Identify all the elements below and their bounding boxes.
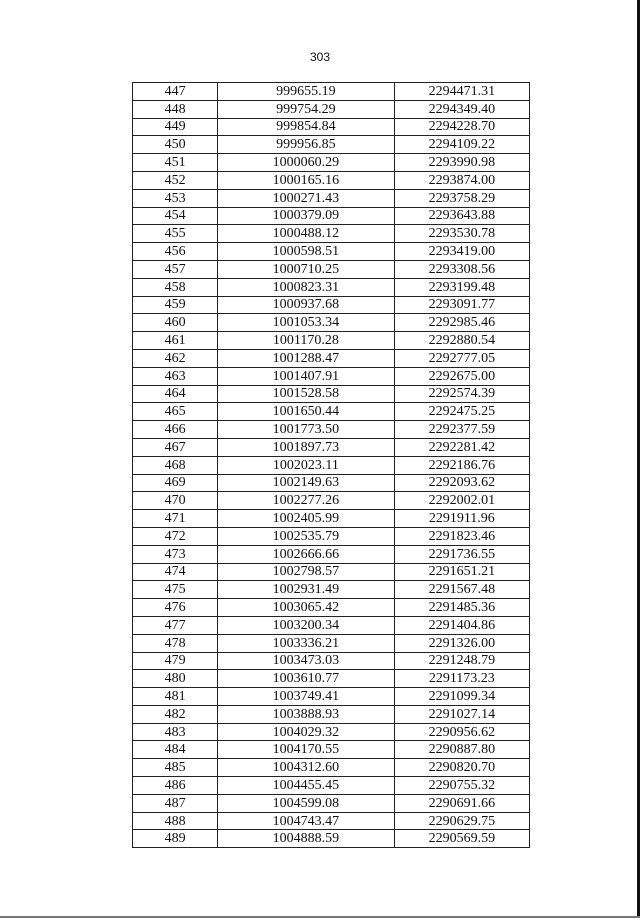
point-number-cell: 451 [133, 154, 218, 172]
x-coordinate-cell: 1001288.47 [218, 349, 394, 367]
x-coordinate-cell: 1003336.21 [218, 634, 394, 652]
x-coordinate-cell: 1003749.41 [218, 688, 394, 706]
x-coordinate-cell: 1001897.73 [218, 438, 394, 456]
table-row [133, 812, 530, 830]
x-coordinate-cell: 1002405.99 [218, 510, 394, 528]
point-number-cell: 467 [133, 438, 218, 456]
point-number-cell: 455 [133, 225, 218, 243]
y-coordinate-cell: 2290569.59 [394, 830, 529, 848]
point-number-cell: 474 [133, 563, 218, 581]
x-coordinate-cell: 1003473.03 [218, 652, 394, 670]
point-number-cell: 476 [133, 599, 218, 617]
point-number-cell: 484 [133, 741, 218, 759]
x-coordinate-cell: 1004312.60 [218, 759, 394, 777]
point-number-cell: 452 [133, 171, 218, 189]
table-row [133, 616, 530, 634]
table-row [133, 118, 530, 136]
x-coordinate-cell: 999754.29 [218, 100, 394, 118]
point-number-cell: 479 [133, 652, 218, 670]
x-coordinate-cell: 1001650.44 [218, 403, 394, 421]
table-row [133, 189, 530, 207]
table-row [133, 100, 530, 118]
y-coordinate-cell: 2294471.31 [394, 83, 529, 101]
table-row [133, 794, 530, 812]
table-row [133, 438, 530, 456]
table-row [133, 385, 530, 403]
y-coordinate-cell: 2291027.14 [394, 705, 529, 723]
table-row [133, 527, 530, 545]
table-row [133, 688, 530, 706]
x-coordinate-cell: 1001170.28 [218, 332, 394, 350]
point-number-cell: 481 [133, 688, 218, 706]
page-number: 303 [309, 50, 331, 64]
table-row [133, 278, 530, 296]
y-coordinate-cell: 2293419.00 [394, 243, 529, 261]
point-number-cell: 468 [133, 456, 218, 474]
y-coordinate-cell: 2290755.32 [394, 777, 529, 795]
point-number-cell: 460 [133, 314, 218, 332]
point-number-cell: 486 [133, 777, 218, 795]
point-number-cell: 482 [133, 705, 218, 723]
y-coordinate-cell: 2290691.66 [394, 794, 529, 812]
x-coordinate-cell: 1002277.26 [218, 492, 394, 510]
point-number-cell: 483 [133, 723, 218, 741]
point-number-cell: 463 [133, 367, 218, 385]
x-coordinate-cell: 1001053.34 [218, 314, 394, 332]
x-coordinate-cell: 1004029.32 [218, 723, 394, 741]
x-coordinate-cell: 1001407.91 [218, 367, 394, 385]
x-coordinate-cell: 1002535.79 [218, 527, 394, 545]
y-coordinate-cell: 2291404.86 [394, 616, 529, 634]
table-row [133, 171, 530, 189]
x-coordinate-cell: 1004455.45 [218, 777, 394, 795]
table-row [133, 777, 530, 795]
y-coordinate-cell: 2292093.62 [394, 474, 529, 492]
y-coordinate-cell: 2290820.70 [394, 759, 529, 777]
y-coordinate-cell: 2290956.62 [394, 723, 529, 741]
table-row [133, 670, 530, 688]
y-coordinate-cell: 2292475.25 [394, 403, 529, 421]
table-row [133, 421, 530, 439]
x-coordinate-cell: 1002149.63 [218, 474, 394, 492]
x-coordinate-cell: 1000598.51 [218, 243, 394, 261]
point-number-cell: 485 [133, 759, 218, 777]
table-row [133, 741, 530, 759]
point-number-cell: 475 [133, 581, 218, 599]
y-coordinate-cell: 2291736.55 [394, 545, 529, 563]
table-row [133, 581, 530, 599]
table-row [133, 510, 530, 528]
x-coordinate-cell: 1004599.08 [218, 794, 394, 812]
x-coordinate-cell: 1002023.11 [218, 456, 394, 474]
point-number-cell: 469 [133, 474, 218, 492]
x-coordinate-cell: 1000710.25 [218, 260, 394, 278]
table-row [133, 296, 530, 314]
point-number-cell: 472 [133, 527, 218, 545]
point-number-cell: 456 [133, 243, 218, 261]
y-coordinate-cell: 2293308.56 [394, 260, 529, 278]
y-coordinate-cell: 2292377.59 [394, 421, 529, 439]
y-coordinate-cell: 2291911.96 [394, 510, 529, 528]
table-row [133, 83, 530, 101]
point-number-cell: 477 [133, 616, 218, 634]
table-row [133, 243, 530, 261]
y-coordinate-cell: 2293091.77 [394, 296, 529, 314]
x-coordinate-cell: 1004888.59 [218, 830, 394, 848]
table-row [133, 349, 530, 367]
table-row [133, 225, 530, 243]
point-number-cell: 488 [133, 812, 218, 830]
table-row [133, 705, 530, 723]
table-row [133, 136, 530, 154]
x-coordinate-cell: 1004170.55 [218, 741, 394, 759]
point-number-cell: 464 [133, 385, 218, 403]
point-number-cell: 471 [133, 510, 218, 528]
point-number-cell: 473 [133, 545, 218, 563]
y-coordinate-cell: 2293758.29 [394, 189, 529, 207]
y-coordinate-cell: 2292675.00 [394, 367, 529, 385]
y-coordinate-cell: 2291823.46 [394, 527, 529, 545]
x-coordinate-cell: 1000937.68 [218, 296, 394, 314]
point-number-cell: 489 [133, 830, 218, 848]
y-coordinate-cell: 2293530.78 [394, 225, 529, 243]
point-number-cell: 457 [133, 260, 218, 278]
table-row [133, 563, 530, 581]
y-coordinate-cell: 2291173.23 [394, 670, 529, 688]
x-coordinate-cell: 1002931.49 [218, 581, 394, 599]
table-row [133, 154, 530, 172]
x-coordinate-cell: 1003610.77 [218, 670, 394, 688]
table-row [133, 545, 530, 563]
table-row [133, 260, 530, 278]
y-coordinate-cell: 2292880.54 [394, 332, 529, 350]
x-coordinate-cell: 1003065.42 [218, 599, 394, 617]
point-number-cell: 478 [133, 634, 218, 652]
y-coordinate-cell: 2292985.46 [394, 314, 529, 332]
table-row [133, 207, 530, 225]
point-number-cell: 459 [133, 296, 218, 314]
point-number-cell: 487 [133, 794, 218, 812]
coordinate-table [132, 82, 530, 848]
point-number-cell: 466 [133, 421, 218, 439]
x-coordinate-cell: 999655.19 [218, 83, 394, 101]
y-coordinate-cell: 2292777.05 [394, 349, 529, 367]
y-coordinate-cell: 2292186.76 [394, 456, 529, 474]
y-coordinate-cell: 2290887.80 [394, 741, 529, 759]
y-coordinate-cell: 2291485.36 [394, 599, 529, 617]
table-row [133, 634, 530, 652]
point-number-cell: 458 [133, 278, 218, 296]
x-coordinate-cell: 1000165.16 [218, 171, 394, 189]
x-coordinate-cell: 999854.84 [218, 118, 394, 136]
coordinate-table-body [133, 83, 530, 848]
point-number-cell: 449 [133, 118, 218, 136]
y-coordinate-cell: 2291326.00 [394, 634, 529, 652]
table-row [133, 723, 530, 741]
x-coordinate-cell: 1000488.12 [218, 225, 394, 243]
y-coordinate-cell: 2294228.70 [394, 118, 529, 136]
table-row [133, 332, 530, 350]
y-coordinate-cell: 2292574.39 [394, 385, 529, 403]
y-coordinate-cell: 2294349.40 [394, 100, 529, 118]
point-number-cell: 461 [133, 332, 218, 350]
y-coordinate-cell: 2293874.00 [394, 171, 529, 189]
table-row [133, 652, 530, 670]
y-coordinate-cell: 2291248.79 [394, 652, 529, 670]
point-number-cell: 465 [133, 403, 218, 421]
y-coordinate-cell: 2294109.22 [394, 136, 529, 154]
point-number-cell: 470 [133, 492, 218, 510]
point-number-cell: 450 [133, 136, 218, 154]
x-coordinate-cell: 1003888.93 [218, 705, 394, 723]
x-coordinate-cell: 1004743.47 [218, 812, 394, 830]
x-coordinate-cell: 1000823.31 [218, 278, 394, 296]
table-row [133, 474, 530, 492]
point-number-cell: 462 [133, 349, 218, 367]
table-row [133, 492, 530, 510]
x-coordinate-cell: 1000060.29 [218, 154, 394, 172]
x-coordinate-cell: 1000379.09 [218, 207, 394, 225]
x-coordinate-cell: 1003200.34 [218, 616, 394, 634]
y-coordinate-cell: 2293199.48 [394, 278, 529, 296]
x-coordinate-cell: 1001773.50 [218, 421, 394, 439]
point-number-cell: 454 [133, 207, 218, 225]
y-coordinate-cell: 2291651.21 [394, 563, 529, 581]
table-row [133, 314, 530, 332]
y-coordinate-cell: 2290629.75 [394, 812, 529, 830]
x-coordinate-cell: 1002666.66 [218, 545, 394, 563]
x-coordinate-cell: 999956.85 [218, 136, 394, 154]
x-coordinate-cell: 1000271.43 [218, 189, 394, 207]
point-number-cell: 480 [133, 670, 218, 688]
x-coordinate-cell: 1001528.58 [218, 385, 394, 403]
y-coordinate-cell: 2293990.98 [394, 154, 529, 172]
table-row [133, 830, 530, 848]
point-number-cell: 453 [133, 189, 218, 207]
point-number-cell: 448 [133, 100, 218, 118]
point-number-cell: 447 [133, 83, 218, 101]
y-coordinate-cell: 2292281.42 [394, 438, 529, 456]
table-row [133, 456, 530, 474]
y-coordinate-cell: 2291099.34 [394, 688, 529, 706]
table-row [133, 367, 530, 385]
x-coordinate-cell: 1002798.57 [218, 563, 394, 581]
y-coordinate-cell: 2291567.48 [394, 581, 529, 599]
y-coordinate-cell: 2293643.88 [394, 207, 529, 225]
table-row [133, 759, 530, 777]
table-row [133, 403, 530, 421]
y-coordinate-cell: 2292002.01 [394, 492, 529, 510]
table-row [133, 599, 530, 617]
